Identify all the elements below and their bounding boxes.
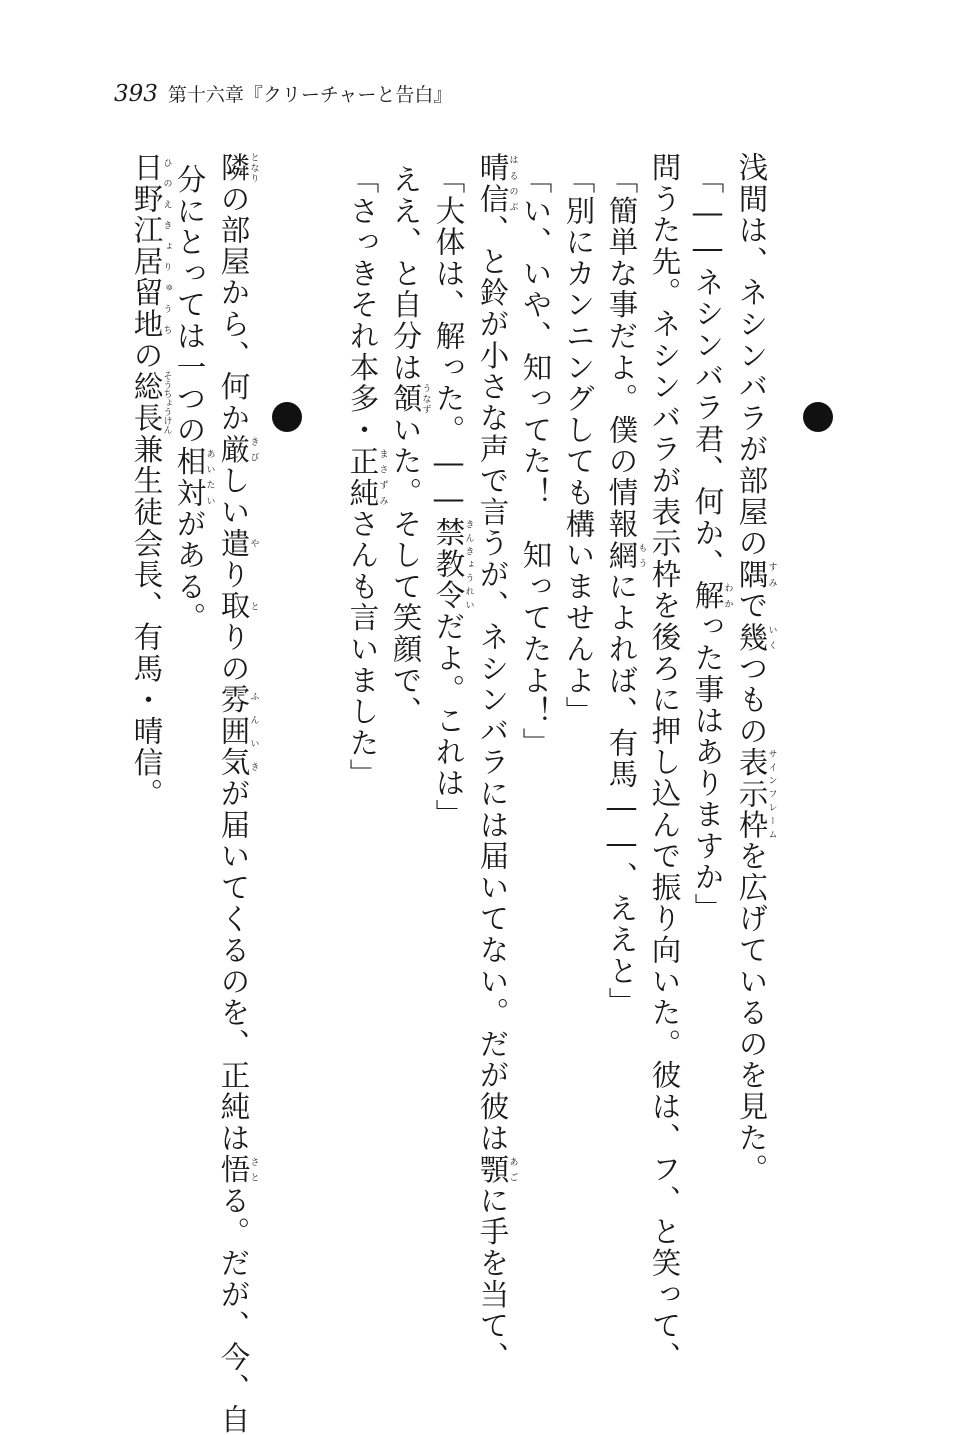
text-line <box>561 164 596 728</box>
furigana: いく <box>766 621 777 653</box>
section-dot-left <box>272 402 302 432</box>
text-run: 兼生徒会長、有馬・晴信。 <box>129 433 164 810</box>
text-run: 問うた先。ネシンバラが表示枠を後ろに押し込んで振り向いた。彼は、フ、と笑って、 <box>647 152 682 1373</box>
ruby-word: 頷うなず <box>388 383 431 415</box>
ruby-word: 取と <box>216 590 259 622</box>
text-run: 「簡単な事だよ。僕の情報 <box>604 164 639 540</box>
ruby-word: 日野江居留地ひのえきょりゅうち <box>129 152 172 340</box>
furigana: ふんいき <box>248 684 259 779</box>
text-line <box>347 164 388 790</box>
text-run: りの <box>216 621 251 685</box>
text-run: を広げているのを見た。 <box>734 840 769 1185</box>
ruby-word: 解わか <box>690 579 733 612</box>
furigana: そうちょうけん <box>161 371 172 435</box>
ruby-word: 隣となり <box>216 152 259 184</box>
text-run: 「大体は、解った。―― <box>431 164 466 518</box>
text-line <box>606 164 647 1018</box>
furigana: と <box>248 590 259 622</box>
text-run: 分にとっては一つの <box>172 164 207 446</box>
ruby-word: 禁教令きんきょうれい <box>431 517 474 612</box>
furigana: あいたい <box>204 445 215 509</box>
ruby-word: 総長そうちょうけん <box>129 371 172 435</box>
text-run: る。だが、今、自 <box>216 1185 251 1435</box>
furigana: すみ <box>766 558 777 591</box>
chapter-title: 第十六章『クリーチャーと告白』 <box>167 84 453 106</box>
furigana: さと <box>248 1153 259 1186</box>
text-line <box>390 164 431 727</box>
ruby-word: 網もう <box>604 539 647 571</box>
text-run: り <box>216 558 251 591</box>
furigana: はるのぶ <box>507 152 518 215</box>
text-run: だよ。これは」 <box>431 611 466 831</box>
text-line <box>433 164 474 830</box>
ruby-word: 相対あいたい <box>172 445 215 509</box>
text-run: 「――ネシンバラ君、何か、 <box>690 164 725 580</box>
text-line <box>647 152 682 1373</box>
text-run: いた。そして笑顔で、 <box>388 414 423 728</box>
furigana: ひのえきょりゅうち <box>161 152 172 340</box>
text-line <box>218 152 259 1435</box>
text-run: の <box>129 339 164 372</box>
text-run: がある。 <box>172 508 207 634</box>
section-dot-right <box>803 402 833 432</box>
ruby-word: 晴信はるのぶ <box>475 152 518 215</box>
text-run: しい <box>216 465 251 528</box>
furigana: あご <box>507 1153 518 1185</box>
ruby-word: 悟さと <box>216 1153 259 1186</box>
text-run: さんも言いました」 <box>345 508 380 791</box>
furigana: や <box>248 527 259 559</box>
text-run: 浅間は、ネシンバラが部屋の <box>734 152 769 559</box>
text-line <box>692 164 733 924</box>
page-number: 393 <box>114 81 158 107</box>
furigana: となり <box>248 152 259 184</box>
ruby-word: 厳きび <box>216 433 259 466</box>
text-line <box>131 152 172 810</box>
text-line <box>736 152 777 1185</box>
ruby-word: 表示枠サインフレーム <box>734 746 777 841</box>
text-run: ええ、と自分は <box>388 164 423 384</box>
furigana: きんきょうれい <box>463 517 474 612</box>
ruby-word: 雰囲気ふんいき <box>216 684 259 779</box>
text-run: 「さっきそれ本多・ <box>345 164 380 446</box>
text-run: 「別にカンニングしても構いませんよ」 <box>561 164 596 728</box>
furigana: わか <box>722 579 733 612</box>
furigana: もう <box>636 539 647 571</box>
text-run: の部屋から、何か <box>216 183 251 434</box>
furigana: うなず <box>420 383 431 415</box>
text-run: った事はありますか」 <box>690 611 725 925</box>
furigana: きび <box>248 433 259 466</box>
text-run: が届いてくるのを、正純は <box>216 778 251 1154</box>
furigana: まさずみ <box>377 445 388 509</box>
text-run: 「い、いや、知ってた！ 知ってたよ！」 <box>518 164 553 759</box>
ruby-word: 幾いく <box>734 621 777 653</box>
text-line <box>518 164 553 759</box>
text-run: に手を当て、 <box>475 1184 510 1373</box>
text-run: で <box>734 590 769 622</box>
ruby-word: 正純まさずみ <box>345 445 388 509</box>
ruby-word: 顎あご <box>475 1153 518 1185</box>
ruby-word: 隅すみ <box>734 558 777 591</box>
text-run: によれば、有馬――、ええと」 <box>604 570 639 1019</box>
text-line <box>477 152 518 1373</box>
furigana: サインフレーム <box>766 746 777 841</box>
text-run: 、と鈴が小さな声で言うが、ネシンバラには届いてない。だが彼は <box>475 214 510 1154</box>
text-line <box>174 164 215 634</box>
running-head <box>114 80 452 107</box>
ruby-word: 遣や <box>216 527 259 559</box>
text-run: つもの <box>734 652 769 747</box>
